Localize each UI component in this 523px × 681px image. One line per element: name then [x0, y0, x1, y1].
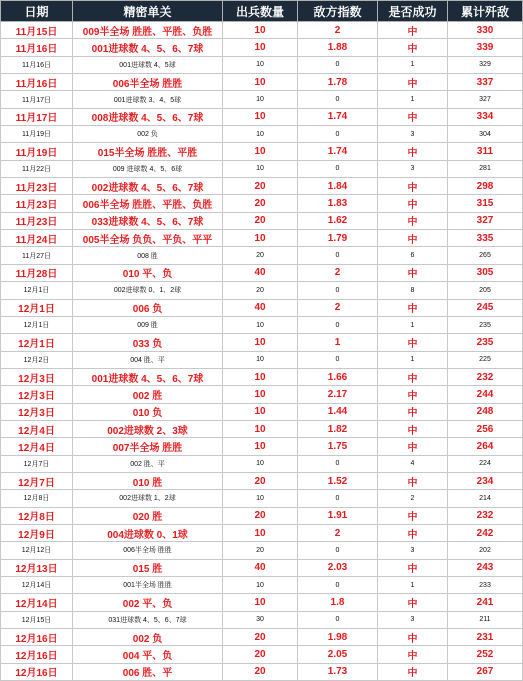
total-cell[interactable]: 252 — [448, 646, 523, 663]
total-cell[interactable]: 211 — [448, 611, 523, 628]
quantity-cell[interactable]: 10 — [223, 230, 298, 247]
bet-cell[interactable]: 009 胜 — [73, 316, 223, 333]
bet-cell[interactable]: 001半全场 胜胜 — [73, 577, 223, 594]
date-cell[interactable]: 12月3日 — [1, 403, 73, 420]
total-cell[interactable]: 265 — [448, 247, 523, 264]
total-cell[interactable]: 241 — [448, 594, 523, 611]
total-cell[interactable]: 327 — [448, 91, 523, 108]
date-cell[interactable]: 12月3日 — [1, 368, 73, 385]
result-cell[interactable]: 中 — [378, 74, 448, 91]
result-cell[interactable]: 1 — [378, 577, 448, 594]
quantity-cell[interactable]: 10 — [223, 438, 298, 455]
table-row — [1, 160, 523, 177]
header-success[interactable]: 是否成功 — [378, 1, 448, 22]
quantity-cell[interactable]: 20 — [223, 282, 298, 299]
total-cell[interactable]: 281 — [448, 160, 523, 177]
bet-cell[interactable]: 004 平、负 — [73, 646, 223, 663]
date-cell[interactable]: 12月16日 — [1, 663, 73, 680]
result-cell[interactable]: 中 — [378, 195, 448, 212]
total-cell[interactable]: 244 — [448, 386, 523, 403]
table-row — [1, 629, 523, 646]
index-cell[interactable]: 1.52 — [298, 472, 378, 489]
bet-cell[interactable]: 033进球数 4、5、6、7球 — [73, 212, 223, 229]
quantity-cell[interactable]: 10 — [223, 524, 298, 541]
bet-cell[interactable]: 006半全场 胜胜 — [73, 542, 223, 559]
result-cell[interactable]: 中 — [378, 22, 448, 39]
quantity-cell[interactable]: 20 — [223, 178, 298, 195]
index-cell[interactable]: 1.8 — [298, 594, 378, 611]
index-cell[interactable]: 0 — [298, 542, 378, 559]
index-cell[interactable]: 1.82 — [298, 420, 378, 437]
quantity-cell[interactable]: 10 — [223, 316, 298, 333]
total-cell[interactable]: 231 — [448, 629, 523, 646]
table-row — [1, 74, 523, 91]
result-cell[interactable]: 中 — [378, 594, 448, 611]
date-cell[interactable]: 11月22日 — [1, 160, 73, 177]
bet-cell[interactable]: 002 负 — [73, 126, 223, 143]
quantity-cell[interactable]: 10 — [223, 351, 298, 368]
date-cell[interactable]: 12月9日 — [1, 524, 73, 541]
header-total[interactable]: 累计歼敌 — [448, 1, 523, 22]
result-cell[interactable]: 2 — [378, 490, 448, 507]
table-row — [1, 178, 523, 195]
total-cell[interactable]: 267 — [448, 663, 523, 680]
total-cell[interactable]: 234 — [448, 472, 523, 489]
bet-cell[interactable]: 002进球数 2、3球 — [73, 420, 223, 437]
table-row — [1, 611, 523, 628]
table-row — [1, 230, 523, 247]
date-cell[interactable]: 12月1日 — [1, 299, 73, 316]
total-cell[interactable]: 264 — [448, 438, 523, 455]
date-cell[interactable]: 11月16日 — [1, 39, 73, 56]
header-date[interactable]: 日期 — [1, 1, 73, 22]
bet-cell[interactable]: 002 平、负 — [73, 594, 223, 611]
result-cell[interactable]: 4 — [378, 455, 448, 472]
result-cell[interactable]: 8 — [378, 282, 448, 299]
result-cell[interactable]: 3 — [378, 611, 448, 628]
bet-cell[interactable]: 002 胜、平 — [73, 455, 223, 472]
total-cell[interactable]: 311 — [448, 143, 523, 160]
date-cell[interactable]: 12月1日 — [1, 334, 73, 351]
date-cell[interactable]: 12月4日 — [1, 438, 73, 455]
date-cell[interactable]: 12月16日 — [1, 629, 73, 646]
table-row — [1, 143, 523, 160]
total-cell[interactable]: 304 — [448, 126, 523, 143]
table-row — [1, 91, 523, 108]
bet-cell[interactable]: 010 平、负 — [73, 264, 223, 281]
date-cell[interactable]: 12月7日 — [1, 455, 73, 472]
total-cell[interactable]: 337 — [448, 74, 523, 91]
result-cell[interactable]: 1 — [378, 351, 448, 368]
bet-cell[interactable]: 002进球数 4、5、6、7球 — [73, 178, 223, 195]
quantity-cell[interactable]: 10 — [223, 91, 298, 108]
index-cell[interactable]: 2 — [298, 264, 378, 281]
total-cell[interactable]: 202 — [448, 542, 523, 559]
bet-cell[interactable]: 015 胜 — [73, 559, 223, 576]
date-cell[interactable]: 11月19日 — [1, 143, 73, 160]
table-row — [1, 507, 523, 524]
bet-cell[interactable]: 015半全场 胜胜、平胜 — [73, 143, 223, 160]
table-row — [1, 195, 523, 212]
quantity-cell[interactable]: 20 — [223, 472, 298, 489]
table-row — [1, 299, 523, 316]
index-cell[interactable]: 0 — [298, 126, 378, 143]
index-cell[interactable]: 0 — [298, 91, 378, 108]
bet-cell[interactable]: 004 胜、平 — [73, 351, 223, 368]
index-cell[interactable]: 1.88 — [298, 39, 378, 56]
date-cell[interactable]: 12月2日 — [1, 351, 73, 368]
bet-cell[interactable]: 006半全场 胜胜 — [73, 74, 223, 91]
index-cell[interactable]: 1.78 — [298, 74, 378, 91]
bet-cell[interactable]: 001进球数 3、4、5球 — [73, 91, 223, 108]
total-cell[interactable]: 205 — [448, 282, 523, 299]
total-cell[interactable]: 233 — [448, 577, 523, 594]
table-row — [1, 594, 523, 611]
total-cell[interactable]: 232 — [448, 507, 523, 524]
total-cell[interactable]: 256 — [448, 420, 523, 437]
quantity-cell[interactable]: 10 — [223, 74, 298, 91]
result-cell[interactable]: 中 — [378, 334, 448, 351]
table-row — [1, 663, 523, 680]
bet-cell[interactable]: 006 胜、平 — [73, 663, 223, 680]
index-cell[interactable]: 1.62 — [298, 212, 378, 229]
total-cell[interactable]: 242 — [448, 524, 523, 541]
total-cell[interactable]: 235 — [448, 316, 523, 333]
bet-cell[interactable]: 031进球数 4、5、6、7球 — [73, 611, 223, 628]
date-cell[interactable]: 12月15日 — [1, 611, 73, 628]
result-cell[interactable]: 中 — [378, 663, 448, 680]
total-cell[interactable]: 232 — [448, 368, 523, 385]
table-row — [1, 403, 523, 420]
quantity-cell[interactable]: 40 — [223, 299, 298, 316]
table-row — [1, 247, 523, 264]
total-cell[interactable]: 327 — [448, 212, 523, 229]
index-cell[interactable]: 0 — [298, 490, 378, 507]
date-cell[interactable]: 12月4日 — [1, 420, 73, 437]
index-cell[interactable]: 0 — [298, 577, 378, 594]
date-cell[interactable]: 11月27日 — [1, 247, 73, 264]
date-cell[interactable]: 11月23日 — [1, 178, 73, 195]
result-cell[interactable]: 1 — [378, 91, 448, 108]
index-cell[interactable]: 1.74 — [298, 108, 378, 125]
result-cell[interactable]: 中 — [378, 230, 448, 247]
table-row — [1, 334, 523, 351]
result-cell[interactable]: 3 — [378, 160, 448, 177]
result-cell[interactable]: 中 — [378, 299, 448, 316]
index-cell[interactable]: 0 — [298, 282, 378, 299]
table-row — [1, 386, 523, 403]
date-cell[interactable]: 12月1日 — [1, 316, 73, 333]
quantity-cell[interactable]: 20 — [223, 542, 298, 559]
total-cell[interactable]: 225 — [448, 351, 523, 368]
total-cell[interactable]: 214 — [448, 490, 523, 507]
result-cell[interactable]: 中 — [378, 472, 448, 489]
table-row — [1, 646, 523, 663]
quantity-cell[interactable]: 10 — [223, 490, 298, 507]
total-cell[interactable]: 298 — [448, 178, 523, 195]
result-cell[interactable]: 中 — [378, 368, 448, 385]
index-cell[interactable]: 0 — [298, 56, 378, 73]
date-cell[interactable]: 12月13日 — [1, 559, 73, 576]
index-cell[interactable]: 1.44 — [298, 403, 378, 420]
result-cell[interactable]: 3 — [378, 542, 448, 559]
table-row — [1, 420, 523, 437]
date-cell[interactable]: 12月3日 — [1, 386, 73, 403]
result-cell[interactable]: 中 — [378, 559, 448, 576]
table-row — [1, 490, 523, 507]
index-cell[interactable]: 1.79 — [298, 230, 378, 247]
quantity-cell[interactable]: 20 — [223, 629, 298, 646]
bet-cell[interactable]: 001进球数 4、5、6、7球 — [73, 39, 223, 56]
table-row — [1, 56, 523, 73]
quantity-cell[interactable]: 20 — [223, 507, 298, 524]
result-cell[interactable]: 中 — [378, 507, 448, 524]
bet-cell[interactable]: 007半全场 胜胜 — [73, 438, 223, 455]
quantity-cell[interactable]: 40 — [223, 264, 298, 281]
result-cell[interactable]: 1 — [378, 316, 448, 333]
index-cell[interactable]: 2.03 — [298, 559, 378, 576]
index-cell[interactable]: 0 — [298, 351, 378, 368]
bet-cell[interactable]: 001进球数 4、5球 — [73, 56, 223, 73]
index-cell[interactable]: 0 — [298, 316, 378, 333]
bet-cell[interactable]: 008 胜 — [73, 247, 223, 264]
table-row — [1, 282, 523, 299]
result-cell[interactable]: 中 — [378, 264, 448, 281]
total-cell[interactable]: 330 — [448, 22, 523, 39]
quantity-cell[interactable]: 40 — [223, 559, 298, 576]
bet-cell[interactable]: 004进球数 0、1球 — [73, 524, 223, 541]
bet-cell[interactable]: 006半全场 胜胜、平胜、负胜 — [73, 195, 223, 212]
date-cell[interactable]: 11月17日 — [1, 108, 73, 125]
bet-cell[interactable]: 001进球数 4、5、6、7球 — [73, 368, 223, 385]
total-cell[interactable]: 248 — [448, 403, 523, 420]
result-cell[interactable]: 中 — [378, 386, 448, 403]
index-cell[interactable]: 2 — [298, 524, 378, 541]
total-cell[interactable]: 334 — [448, 108, 523, 125]
table-row — [1, 542, 523, 559]
index-cell[interactable]: 1 — [298, 334, 378, 351]
bet-cell[interactable]: 008进球数 4、5、6、7球 — [73, 108, 223, 125]
date-cell[interactable]: 12月1日 — [1, 282, 73, 299]
quantity-cell[interactable]: 20 — [223, 212, 298, 229]
bet-cell[interactable]: 002进球数 1、2球 — [73, 490, 223, 507]
result-cell[interactable]: 中 — [378, 646, 448, 663]
total-cell[interactable]: 315 — [448, 195, 523, 212]
date-cell[interactable]: 11月23日 — [1, 212, 73, 229]
quantity-cell[interactable]: 10 — [223, 403, 298, 420]
table-row — [1, 264, 523, 281]
date-cell[interactable]: 11月15日 — [1, 22, 73, 39]
total-cell[interactable]: 245 — [448, 299, 523, 316]
quantity-cell[interactable]: 10 — [223, 594, 298, 611]
result-cell[interactable]: 中 — [378, 420, 448, 437]
table-row — [1, 39, 523, 56]
index-cell[interactable]: 1.98 — [298, 629, 378, 646]
date-cell[interactable]: 11月23日 — [1, 195, 73, 212]
quantity-cell[interactable]: 10 — [223, 386, 298, 403]
bet-cell[interactable]: 010 负 — [73, 403, 223, 420]
index-cell[interactable]: 1.66 — [298, 368, 378, 385]
quantity-cell[interactable]: 10 — [223, 126, 298, 143]
date-cell[interactable]: 11月16日 — [1, 74, 73, 91]
index-cell[interactable]: 0 — [298, 611, 378, 628]
index-cell[interactable]: 1.84 — [298, 178, 378, 195]
bet-cell[interactable]: 033 负 — [73, 334, 223, 351]
table-row — [1, 524, 523, 541]
bet-cell[interactable]: 009 进球数 4、5、6球 — [73, 160, 223, 177]
table-body — [1, 22, 523, 681]
result-cell[interactable]: 6 — [378, 247, 448, 264]
index-cell[interactable]: 1.74 — [298, 143, 378, 160]
quantity-cell[interactable]: 20 — [223, 247, 298, 264]
table-row — [1, 316, 523, 333]
quantity-cell[interactable]: 20 — [223, 195, 298, 212]
date-cell[interactable]: 12月14日 — [1, 594, 73, 611]
result-cell[interactable]: 中 — [378, 438, 448, 455]
bet-cell[interactable]: 002 负 — [73, 629, 223, 646]
quantity-cell[interactable]: 10 — [223, 334, 298, 351]
result-cell[interactable]: 3 — [378, 126, 448, 143]
table-row — [1, 455, 523, 472]
result-cell[interactable]: 中 — [378, 108, 448, 125]
table-row — [1, 559, 523, 576]
index-cell[interactable]: 2 — [298, 22, 378, 39]
date-cell[interactable]: 12月12日 — [1, 542, 73, 559]
index-cell[interactable]: 1.91 — [298, 507, 378, 524]
table-row — [1, 438, 523, 455]
bet-cell[interactable]: 005半全场 负负、平负、平平 — [73, 230, 223, 247]
result-cell[interactable]: 中 — [378, 403, 448, 420]
quantity-cell[interactable]: 10 — [223, 22, 298, 39]
quantity-cell[interactable]: 10 — [223, 108, 298, 125]
quantity-cell[interactable]: 10 — [223, 143, 298, 160]
table-row — [1, 22, 523, 39]
quantity-cell[interactable]: 30 — [223, 611, 298, 628]
total-cell[interactable]: 305 — [448, 264, 523, 281]
result-cell[interactable]: 中 — [378, 524, 448, 541]
total-cell[interactable]: 339 — [448, 39, 523, 56]
date-cell[interactable]: 12月7日 — [1, 472, 73, 489]
quantity-cell[interactable]: 10 — [223, 577, 298, 594]
quantity-cell[interactable]: 10 — [223, 368, 298, 385]
quantity-cell[interactable]: 10 — [223, 56, 298, 73]
result-cell[interactable]: 中 — [378, 178, 448, 195]
index-cell[interactable]: 2.17 — [298, 386, 378, 403]
total-cell[interactable]: 335 — [448, 230, 523, 247]
bet-cell[interactable]: 002进球数 0、1、2球 — [73, 282, 223, 299]
date-cell[interactable]: 12月14日 — [1, 577, 73, 594]
total-cell[interactable]: 329 — [448, 56, 523, 73]
quantity-cell[interactable]: 10 — [223, 455, 298, 472]
quantity-cell[interactable]: 10 — [223, 160, 298, 177]
bet-cell[interactable]: 009半全场 胜胜、平胜、负胜 — [73, 22, 223, 39]
bet-cell[interactable]: 006 负 — [73, 299, 223, 316]
table-row — [1, 351, 523, 368]
header-row — [1, 1, 523, 22]
total-cell[interactable]: 243 — [448, 559, 523, 576]
header-bet[interactable]: 精密单关 — [73, 1, 223, 22]
total-cell[interactable]: 224 — [448, 455, 523, 472]
result-cell[interactable]: 中 — [378, 143, 448, 160]
table-row — [1, 212, 523, 229]
date-cell[interactable]: 12月8日 — [1, 507, 73, 524]
result-cell[interactable]: 中 — [378, 212, 448, 229]
index-cell[interactable]: 2 — [298, 299, 378, 316]
total-cell[interactable]: 235 — [448, 334, 523, 351]
date-cell[interactable]: 11月19日 — [1, 126, 73, 143]
header-quantity[interactable]: 出兵数量 — [223, 1, 298, 22]
index-cell[interactable]: 1.83 — [298, 195, 378, 212]
result-cell[interactable]: 1 — [378, 56, 448, 73]
date-cell[interactable]: 11月24日 — [1, 230, 73, 247]
quantity-cell[interactable]: 10 — [223, 420, 298, 437]
result-cell[interactable]: 中 — [378, 629, 448, 646]
result-cell[interactable]: 中 — [378, 39, 448, 56]
table-row — [1, 577, 523, 594]
date-cell[interactable]: 12月16日 — [1, 646, 73, 663]
quantity-cell[interactable]: 10 — [223, 39, 298, 56]
date-cell[interactable]: 11月28日 — [1, 264, 73, 281]
index-cell[interactable]: 0 — [298, 160, 378, 177]
quantity-cell[interactable]: 20 — [223, 663, 298, 680]
header-index[interactable]: 敌方指数 — [298, 1, 378, 22]
date-cell[interactable]: 12月8日 — [1, 490, 73, 507]
index-cell[interactable]: 0 — [298, 455, 378, 472]
table-row — [1, 126, 523, 143]
date-cell[interactable]: 11月16日 — [1, 56, 73, 73]
index-cell[interactable]: 1.75 — [298, 438, 378, 455]
index-cell[interactable]: 0 — [298, 247, 378, 264]
index-cell[interactable]: 1.73 — [298, 663, 378, 680]
bet-cell[interactable]: 002 胜 — [73, 386, 223, 403]
date-cell[interactable]: 11月17日 — [1, 91, 73, 108]
quantity-cell[interactable]: 20 — [223, 646, 298, 663]
table-row — [1, 368, 523, 385]
index-cell[interactable]: 2.05 — [298, 646, 378, 663]
bet-cell[interactable]: 010 胜 — [73, 472, 223, 489]
table-row — [1, 108, 523, 125]
bet-cell[interactable]: 020 胜 — [73, 507, 223, 524]
table-row — [1, 472, 523, 489]
